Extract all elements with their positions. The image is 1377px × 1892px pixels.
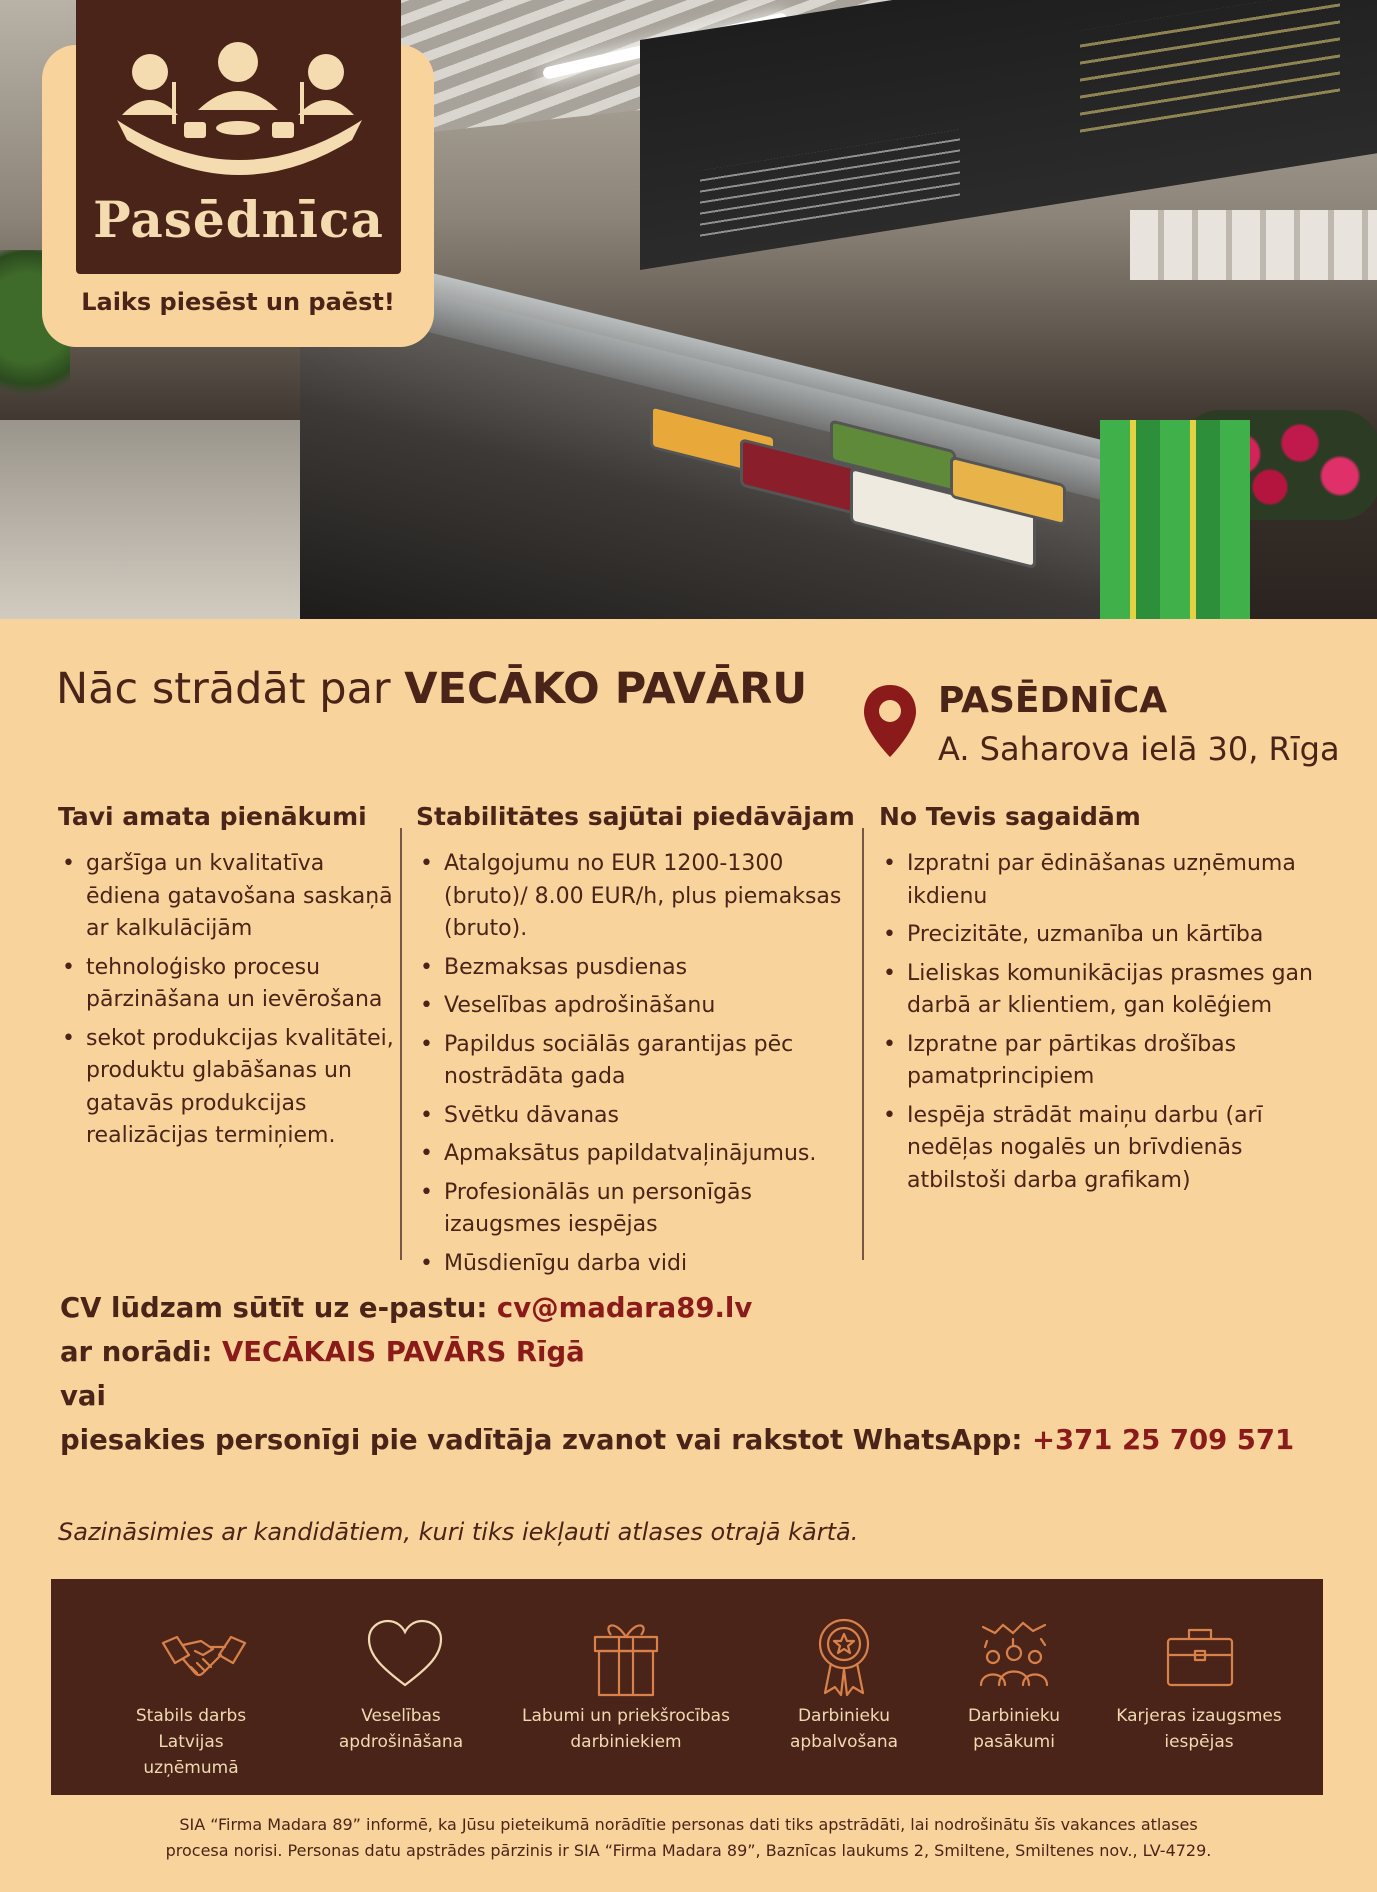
benefit-label-line: uzņēmumā: [143, 1758, 239, 1778]
offer-list: [416, 848, 856, 1280]
benefit-label-line: Darbinieku: [967, 1706, 1061, 1726]
benefit-label-line: Labumi un priekšrocības: [522, 1706, 730, 1726]
job-headline: [56, 664, 807, 714]
photo-cup-shelf: [1130, 210, 1377, 280]
handshake-icon: [161, 1629, 247, 1689]
column-divider: [400, 828, 402, 1260]
footer-line: procesa norisi. Personas datu apstrādes pārzinis ir SIA “Firma Madara 89”, Baznīcas laukums 2, Smiltene, Smiltenes nov., LV-4729.: [165, 1841, 1212, 1860]
list-item: • Apmaksātus papildatvaļinājumus.: [416, 1138, 856, 1171]
benefit-label: [511, 1703, 741, 1755]
award-medal-icon: [817, 1617, 871, 1697]
benefit-label-line: apdrošināšana: [338, 1732, 464, 1752]
benefit-label: [1109, 1703, 1289, 1755]
briefcase-icon: [1165, 1625, 1235, 1689]
location-pin-icon: [862, 683, 918, 759]
heart-icon: [367, 1619, 443, 1689]
benefit-label-line: pasākumi: [973, 1732, 1055, 1752]
footer-line: SIA “Firma Madara 89” informē, ka Jūsu pieteikumā norādītie personas dati tiks apstrādāti, lai nodrošinātu šīs vakances atlases: [179, 1815, 1198, 1834]
cta-phone-line: [60, 1424, 1294, 1456]
requirements-column: [879, 802, 1319, 1203]
duties-column: [58, 802, 398, 1159]
benefit-label-line: Stabils darbs Latvijas: [135, 1706, 247, 1752]
benefit-label-line: darbiniekiem: [570, 1732, 682, 1752]
list-item: • Precizitāte, uzmanība un kārtība: [879, 919, 1319, 952]
offer-column: [416, 802, 856, 1286]
list-item: • Izpratne par pārtikas drošības pamatprincipiem: [879, 1029, 1319, 1094]
column-divider: [862, 828, 864, 1260]
subject-text: VECĀKAIS PAVĀRS Rīgā: [221, 1336, 585, 1368]
duties-list: [58, 848, 398, 1153]
email-label: CV lūdzam sūtīt uz e-pastu:: [60, 1292, 497, 1324]
benefit-label: [311, 1703, 491, 1755]
benefit-label-line: Darbinieku: [797, 1706, 891, 1726]
cta-or: vai: [60, 1380, 106, 1412]
list-item: • tehnoloģisko procesu pārzināšana un ievērošana: [58, 952, 398, 1017]
list-item: • Papildus sociālās garantijas pēc nostrādāta gada: [416, 1029, 856, 1094]
column-title: No Tevis sagaidām: [879, 802, 1141, 831]
location-address: A. Saharova ielā 30, Rīga: [938, 730, 1340, 768]
privacy-footer: [0, 1812, 1377, 1864]
benefit-label: [101, 1703, 281, 1781]
phone-label: piesakies personīgi pie vadītāja zvanot vai rakstot WhatsApp:: [60, 1424, 1032, 1456]
phone-link[interactable]: +371 25 709 571: [1031, 1424, 1295, 1456]
list-item: • Svētku dāvanas: [416, 1100, 856, 1133]
list-item: • garšīga un kvalitatīva ēdiena gatavošana saskaņā ar kalkulācijām: [58, 848, 398, 946]
job-position: VECĀKO PAVĀRU: [404, 664, 808, 714]
headline-prefix: Nāc strādāt par: [56, 664, 405, 714]
benefit-label-line: Karjeras izaugsmes: [1116, 1706, 1282, 1726]
requirements-list: [879, 848, 1319, 1197]
party-people-icon: [973, 1619, 1055, 1689]
list-item: • Atalgojumu no EUR 1200-1300 (bruto)/ 8.00 EUR/h, plus piemaksas (bruto).: [416, 848, 856, 946]
column-title: Stabilitātes sajūtai piedāvājam: [416, 802, 855, 831]
benefit-label-line: apbalvošana: [789, 1732, 899, 1752]
benefit-label: [939, 1703, 1089, 1755]
benefits-bar: [51, 1579, 1323, 1795]
subject-label: ar norādi:: [60, 1336, 222, 1368]
brand-tagline: Laiks piesēst un paēst!: [81, 288, 395, 316]
cta-email-line: [60, 1292, 752, 1324]
benefit-label-line: iespējas: [1164, 1732, 1234, 1752]
list-item: • Veselības apdrošināšanu: [416, 990, 856, 1023]
list-item: • Bezmaksas pusdienas: [416, 952, 856, 985]
list-item: • Izpratni par ēdināšanas uzņēmuma ikdienu: [879, 848, 1319, 913]
list-item: • Mūsdienīgu darba vidi: [416, 1248, 856, 1281]
email-link[interactable]: cv@madara89.lv: [496, 1292, 753, 1324]
location-name: PASĒDNĪCA: [938, 680, 1168, 721]
gift-icon: [591, 1615, 661, 1697]
selection-note: Sazināsimies ar kandidātiem, kuri tiks iekļauti atlases otrajā kārtā.: [58, 1518, 859, 1546]
cta-subject-line: [60, 1336, 585, 1368]
photo-juice-boxes: [1100, 420, 1250, 619]
list-item: • Lieliskas komunikācijas prasmes gan darbā ar klientiem, gan kolēģiem: [879, 958, 1319, 1023]
benefit-label-line: Veselības: [361, 1706, 441, 1726]
logo-diners-icon: [112, 40, 367, 180]
brand-name: Pasēdnīca: [93, 190, 384, 249]
list-item: • Iespēja strādāt maiņu darbu (arī nedēļas nogalēs un brīvdienās atbilstoši darba grafikam): [879, 1100, 1319, 1198]
list-item: • sekot produkcijas kvalitātei, produktu glabāšanas un gatavās produkcijas realizācijas termiņiem.: [58, 1023, 398, 1153]
list-item: • Profesionālās un personīgās izaugsmes iespējas: [416, 1177, 856, 1242]
benefit-label: [769, 1703, 919, 1755]
column-title: Tavi amata pienākumi: [58, 802, 367, 831]
